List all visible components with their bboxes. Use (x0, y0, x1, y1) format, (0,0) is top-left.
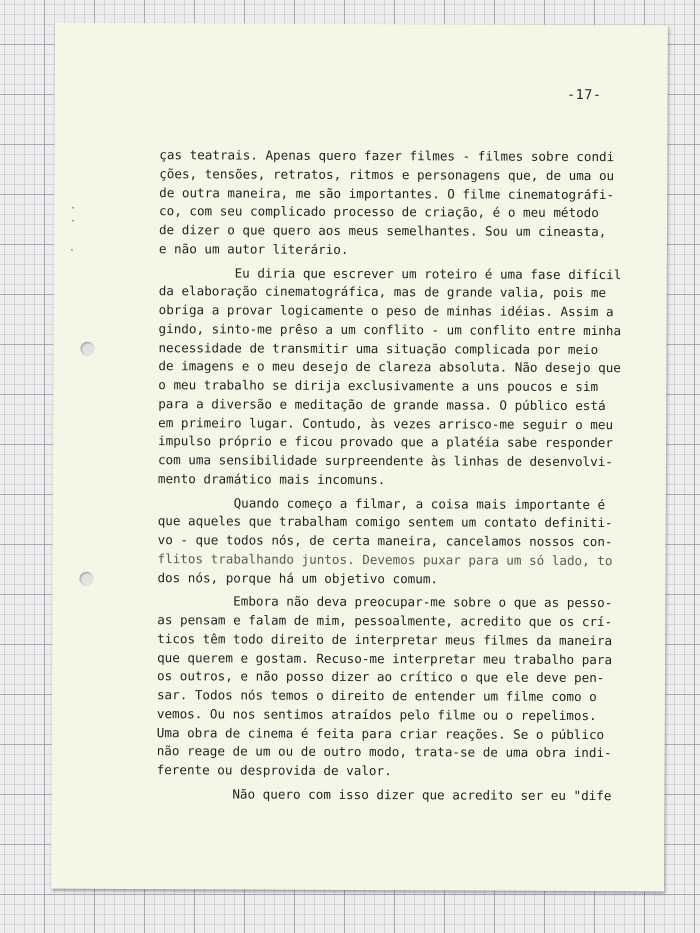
text-line: e não um autor literário. (158, 240, 349, 257)
text-line: co, com seu complicado processo de criação, é o meu método (159, 203, 599, 221)
text-line: da elaboração cinematográfica, mas de grande valia, pois me (158, 283, 607, 301)
binder-hole-bottom (79, 572, 93, 586)
text-line: não reage de um ou de outro modo, trata-se de uma obra indi- (156, 743, 612, 761)
page-number: -17- (567, 86, 602, 104)
text-line: de outra maneira, me são importantes. O filme cinematográfi- (159, 184, 615, 202)
text-line: que aqueles que trabalham comigo sentem um contato definiti- (157, 513, 613, 531)
text-line: dos nós, porque há um objetivo comum. (157, 569, 439, 586)
text-line: gindo, sinto-me prêso a um conflito - um conflito entre minha (158, 320, 622, 338)
text-line: sar. Todos nós temos o direito de entender um filme como o (156, 687, 597, 705)
paragraph (157, 494, 627, 590)
typed-page (51, 23, 668, 892)
paragraph (159, 146, 629, 261)
text-line: Não quero com isso dizer que acredito ser eu "dife (156, 785, 612, 803)
text-line: ças teatrais. Apenas quero fazer filmes - filmes sobre condi (159, 147, 615, 165)
text-line: vo - que todos nós, de certa maneira, cancelamos nossos con- (157, 532, 613, 550)
text-line: em primeiro lugar. Contudo, às vezes arrisco-me seguir o meu (158, 414, 614, 432)
text-line: mento dramático mais incomuns. (157, 470, 386, 487)
text-line: com uma sensibilidade surpreendente às linhas de desenvolvi- (157, 452, 613, 470)
paragraph (156, 785, 626, 806)
text-line: vemos. Ou nos sentimos atraídos pelo filme ou o repelimos. (156, 705, 597, 723)
text-line: o meu trabalho se dirija exclusivamente a uns poucos e sim (158, 377, 599, 395)
text-line: ticos têm todo direito de interpretar meus filmes da maneira (157, 630, 613, 648)
text-line: as pensam e falam de mim, pessoalmente, acredito que os crí- (157, 612, 613, 630)
text-line: que querem e gostam. Recuso-me interpretar meu trabalho para (157, 649, 613, 667)
text-line: flitos trabalhando juntos. Devemos puxar para um só lado, to (157, 550, 613, 568)
text-line: necessidade de transmitir uma situação complicada por meio (158, 339, 599, 357)
text-line: Uma obra de cinema é feita para criar reações. Se o público (156, 724, 605, 742)
text-line: ferente ou desprovida de valor. (156, 762, 392, 779)
text-line: Quando começo a filmar, a coisa mais importante é (157, 494, 606, 512)
text-line: de imagens e o meu desejo de clareza absoluta. Não desejo que (158, 358, 621, 376)
binder-hole-top (80, 342, 94, 356)
text-line: obriga a provar logicamente o peso de minhas idéias. Assim a (158, 302, 614, 320)
ink-speck (72, 207, 74, 209)
document-body (156, 146, 629, 806)
text-line: Eu diria que escrever um roteiro é uma fase difícil (158, 264, 622, 282)
text-line: ções, tensões, retratos, ritmos e personagens que, de uma ou (159, 165, 615, 183)
text-line: de dizer o que quero aos meus semelhantes. Sou um cineasta, (158, 222, 607, 240)
text-line: Embora não deva preocupar-me sobre o que as pesso- (157, 593, 613, 611)
text-line: os outros, e não posso dizer ao crítico o que ele deve pen- (157, 668, 605, 686)
text-line: impulso próprio e ficou provado que a platéia sabe responder (158, 433, 614, 451)
paragraph (158, 264, 629, 491)
ink-speck (72, 220, 74, 222)
text-line: para a diversão e meditação de grande massa. O público está (158, 395, 606, 413)
paragraph (157, 592, 628, 782)
ink-speck (71, 249, 73, 251)
